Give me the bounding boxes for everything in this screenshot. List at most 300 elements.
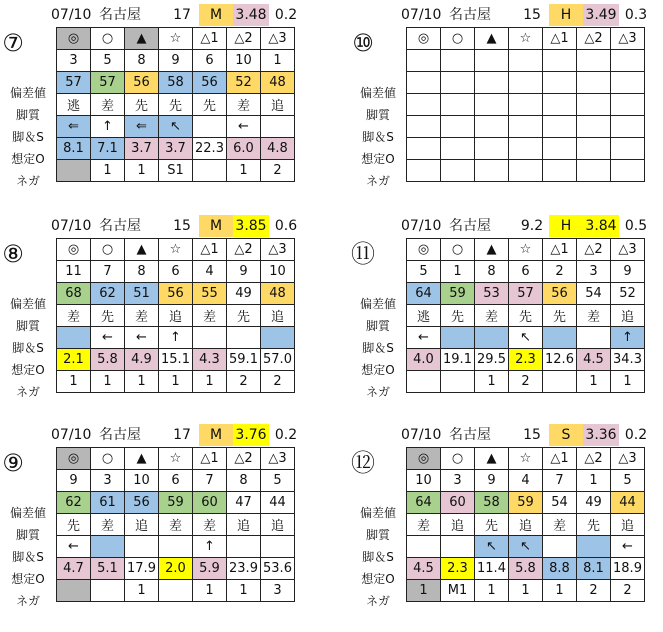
race-grid — [56, 27, 295, 182]
deviation-cell: 57 — [91, 72, 125, 94]
run-style-cell: 差 — [193, 514, 227, 536]
speed-cell: ← — [407, 327, 441, 349]
speed-cell — [125, 536, 159, 558]
mark-cell: △3 — [261, 239, 295, 261]
race-date: 07/10 — [401, 427, 442, 443]
run-style-cell: 差 — [91, 94, 125, 116]
deviation-cell: 48 — [261, 283, 295, 305]
deviation-cell — [475, 72, 509, 94]
speed-cell: ↖ — [509, 536, 543, 558]
run-style-cell: 追 — [611, 514, 645, 536]
venue-name: 名古屋 — [449, 218, 491, 234]
deviation-row — [407, 492, 645, 514]
horse-number-row — [57, 261, 295, 283]
race-number-badge: ⑨ — [2, 449, 24, 477]
odds-cell: 4.7 — [57, 558, 91, 580]
row-label: 想定O — [11, 572, 45, 586]
field-size: 17 — [173, 427, 191, 443]
deviation-row — [407, 283, 645, 305]
speed-cell: ↖ — [475, 536, 509, 558]
horse-number-cell: 5 — [91, 50, 125, 72]
run-style-cell: 逃 — [57, 94, 91, 116]
speed-cell: ↑ — [91, 116, 125, 138]
field-size: 15 — [173, 218, 191, 234]
odds-cell: 3.7 — [125, 138, 159, 160]
nega-cell: 1 — [125, 371, 159, 393]
speed-cell: ← — [125, 327, 159, 349]
mark-cell: ▲ — [475, 448, 509, 470]
odds-row — [57, 558, 295, 580]
deviation-cell: 62 — [91, 283, 125, 305]
horse-number-cell: 9 — [159, 50, 193, 72]
mark-cell: ○ — [441, 28, 475, 50]
horse-number-cell — [475, 50, 509, 72]
nega-cell — [577, 160, 611, 182]
mark-cell: ▲ — [125, 28, 159, 50]
horse-number-row — [407, 470, 645, 492]
deviation-cell: 52 — [611, 283, 645, 305]
mark-cell: △2 — [227, 448, 261, 470]
speed-cell — [475, 327, 509, 349]
deviation-cell: 62 — [57, 492, 91, 514]
run-style-cell: 差 — [475, 305, 509, 327]
deviation-cell: 47 — [227, 492, 261, 514]
race-header — [350, 4, 662, 26]
speed-cell — [441, 116, 475, 138]
horse-number-cell: 6 — [159, 261, 193, 283]
odds-cell — [543, 138, 577, 160]
mark-cell: ☆ — [159, 448, 193, 470]
row-label: ネガ — [365, 385, 390, 399]
row-label: ネガ — [15, 594, 40, 608]
deviation-cell: 56 — [159, 283, 193, 305]
odds-cell: 8.1 — [577, 558, 611, 580]
nega-cell — [57, 580, 91, 602]
speed-row — [407, 327, 645, 349]
horse-number-cell: 9 — [57, 470, 91, 492]
nega-cell: 1 — [227, 160, 261, 182]
mark-cell: ☆ — [509, 448, 543, 470]
race-panel — [0, 215, 312, 421]
run-style-cell: 差 — [227, 94, 261, 116]
mark-cell: ◎ — [57, 28, 91, 50]
speed-cell — [543, 327, 577, 349]
run-style-cell: 先 — [441, 305, 475, 327]
mark-cell: ☆ — [159, 28, 193, 50]
mark-cell: ▲ — [125, 448, 159, 470]
mark-cell: ○ — [91, 28, 125, 50]
mark-cell: △3 — [611, 239, 645, 261]
mark-cell: △2 — [577, 448, 611, 470]
mark-cell: △1 — [543, 28, 577, 50]
horse-number-cell: 10 — [227, 50, 261, 72]
index-diff: 0.3 — [624, 7, 648, 23]
mark-cell: ◎ — [407, 448, 441, 470]
run-style-cell: 差 — [407, 514, 441, 536]
mark-cell: △2 — [577, 239, 611, 261]
mark-cell: △1 — [543, 239, 577, 261]
speed-cell: ⇐ — [125, 116, 159, 138]
field-size: 15 — [523, 7, 541, 23]
nega-cell — [543, 160, 577, 182]
mark-cell: ▲ — [475, 28, 509, 50]
mark-cell: ▲ — [125, 239, 159, 261]
speed-cell — [543, 116, 577, 138]
horse-number-cell: 1 — [261, 50, 295, 72]
speed-cell — [261, 327, 295, 349]
deviation-cell: 55 — [193, 283, 227, 305]
nega-row — [57, 371, 295, 393]
race-date: 07/10 — [51, 7, 92, 23]
horse-number-cell: 10 — [407, 470, 441, 492]
run-style-cell: 先 — [577, 514, 611, 536]
odds-cell: 59.1 — [227, 349, 261, 371]
run-style-row — [407, 305, 645, 327]
horse-number-cell: 9 — [475, 470, 509, 492]
mark-cell: △3 — [611, 28, 645, 50]
race-index: 3.76 — [233, 424, 269, 446]
nega-cell: 2 — [227, 371, 261, 393]
mark-cell: ○ — [441, 239, 475, 261]
nega-row — [407, 160, 645, 182]
odds-cell: 2.3 — [441, 558, 475, 580]
run-style-cell: 先 — [193, 94, 227, 116]
row-label: 想定O — [361, 363, 395, 377]
horse-number-cell — [509, 50, 543, 72]
nega-cell — [57, 160, 91, 182]
run-style-cell: 追 — [261, 514, 295, 536]
race-panel — [350, 4, 662, 210]
row-label: 脚＆S — [362, 130, 394, 144]
deviation-cell: 44 — [261, 492, 295, 514]
odds-cell: 6.0 — [227, 138, 261, 160]
index-diff: 0.6 — [274, 218, 298, 234]
mark-cell: △2 — [227, 28, 261, 50]
race-date: 07/10 — [401, 218, 442, 234]
run-style-row — [407, 514, 645, 536]
race-panel — [0, 4, 312, 210]
horse-number-cell: 4 — [509, 470, 543, 492]
odds-cell: 22.3 — [193, 138, 227, 160]
row-label: 偏差値 — [359, 506, 396, 520]
horse-number-cell — [441, 50, 475, 72]
run-style-cell — [577, 94, 611, 116]
venue-name: 名古屋 — [99, 427, 141, 443]
row-label: ネガ — [365, 594, 390, 608]
speed-row — [407, 116, 645, 138]
venue-name: 名古屋 — [449, 427, 491, 443]
row-label: 偏差値 — [9, 506, 46, 520]
speed-cell — [227, 327, 261, 349]
race-number-badge: ⑪ — [351, 240, 375, 268]
row-label: 脚＆S — [362, 550, 394, 564]
horse-number-cell: 4 — [193, 261, 227, 283]
nega-cell: 1 — [125, 580, 159, 602]
nega-cell — [159, 580, 193, 602]
run-style-row — [57, 514, 295, 536]
deviation-cell — [543, 72, 577, 94]
speed-cell — [407, 116, 441, 138]
race-header — [0, 215, 312, 237]
odds-cell: 5.8 — [91, 349, 125, 371]
nega-cell: 2 — [611, 580, 645, 602]
speed-cell — [577, 536, 611, 558]
deviation-cell: 58 — [475, 492, 509, 514]
nega-cell: 1 — [407, 580, 441, 602]
race-date: 07/10 — [51, 218, 92, 234]
race-number-badge: ⑩ — [352, 29, 374, 57]
mark-row — [57, 239, 295, 261]
odds-row — [57, 138, 295, 160]
odds-cell — [509, 138, 543, 160]
run-style-cell: 差 — [125, 305, 159, 327]
race-index: 3.36 — [583, 424, 619, 446]
speed-cell — [261, 116, 295, 138]
race-grid — [406, 238, 645, 393]
race-grid — [406, 447, 645, 602]
speed-cell: ← — [611, 536, 645, 558]
nega-cell: S1 — [159, 160, 193, 182]
deviation-cell: 44 — [611, 492, 645, 514]
speed-row — [57, 116, 295, 138]
race-panel — [350, 215, 662, 421]
grade-badge: M — [199, 4, 233, 26]
mark-cell: ☆ — [509, 239, 543, 261]
speed-cell — [543, 536, 577, 558]
race-header — [0, 424, 312, 446]
odds-cell: 53.6 — [261, 558, 295, 580]
deviation-cell: 48 — [261, 72, 295, 94]
row-label: ネガ — [15, 174, 40, 188]
row-label: 脚質 — [365, 108, 390, 122]
mark-cell: △2 — [227, 239, 261, 261]
mark-row — [407, 28, 645, 50]
run-style-row — [57, 94, 295, 116]
index-diff: 0.5 — [624, 218, 648, 234]
deviation-cell: 60 — [441, 492, 475, 514]
race-header — [350, 215, 662, 237]
odds-cell: 11.4 — [475, 558, 509, 580]
field-size: 9.2 — [520, 218, 544, 234]
mark-cell: △1 — [543, 448, 577, 470]
run-style-cell: 先 — [57, 514, 91, 536]
mark-cell: △1 — [193, 448, 227, 470]
run-style-cell: 追 — [441, 514, 475, 536]
speed-cell: ⇐ — [57, 116, 91, 138]
nega-cell — [475, 160, 509, 182]
race-grid — [56, 447, 295, 602]
nega-cell: 1 — [193, 371, 227, 393]
mark-cell: ○ — [91, 448, 125, 470]
run-style-cell: 差 — [57, 305, 91, 327]
race-date: 07/10 — [51, 427, 92, 443]
horse-number-cell: 3 — [441, 470, 475, 492]
deviation-row — [407, 72, 645, 94]
odds-cell — [577, 138, 611, 160]
horse-number-cell: 3 — [91, 470, 125, 492]
mark-cell: △3 — [611, 448, 645, 470]
speed-row — [57, 536, 295, 558]
nega-cell: 1 — [159, 371, 193, 393]
speed-row — [57, 327, 295, 349]
row-label: 脚質 — [365, 528, 390, 542]
horse-number-cell: 10 — [261, 261, 295, 283]
mark-cell: ☆ — [159, 239, 193, 261]
odds-cell: 4.0 — [407, 349, 441, 371]
deviation-cell: 53 — [475, 283, 509, 305]
deviation-cell: 59 — [159, 492, 193, 514]
row-label: 脚＆S — [12, 550, 44, 564]
horse-number-cell: 6 — [193, 50, 227, 72]
odds-cell: 2.1 — [57, 349, 91, 371]
race-panel — [0, 424, 312, 630]
mark-row — [407, 239, 645, 261]
run-style-cell: 追 — [227, 514, 261, 536]
grade-badge: M — [199, 424, 233, 446]
horse-number-cell: 5 — [611, 470, 645, 492]
nega-cell: 1 — [193, 580, 227, 602]
horse-number-row — [57, 50, 295, 72]
horse-number-cell: 10 — [125, 470, 159, 492]
horse-number-cell: 1 — [441, 261, 475, 283]
horse-number-row — [407, 50, 645, 72]
nega-cell: 1 — [475, 580, 509, 602]
deviation-cell: 57 — [57, 72, 91, 94]
nega-cell: 2 — [577, 580, 611, 602]
nega-cell: 1 — [475, 371, 509, 393]
nega-cell: 2 — [261, 371, 295, 393]
row-label: 脚＆S — [362, 341, 394, 355]
horse-number-cell: 1 — [577, 470, 611, 492]
row-label: 脚質 — [365, 319, 390, 333]
speed-cell — [577, 116, 611, 138]
row-label: 偏差値 — [9, 297, 46, 311]
race-grid — [406, 27, 645, 182]
speed-cell: ↑ — [193, 536, 227, 558]
nega-row — [407, 371, 645, 393]
speed-cell — [611, 116, 645, 138]
speed-cell: ↑ — [611, 327, 645, 349]
odds-cell: 4.5 — [577, 349, 611, 371]
mark-cell: ▲ — [475, 239, 509, 261]
odds-cell: 5.8 — [509, 558, 543, 580]
nega-row — [57, 580, 295, 602]
speed-cell — [441, 536, 475, 558]
nega-cell: 1 — [543, 580, 577, 602]
speed-cell: ← — [227, 116, 261, 138]
deviation-cell — [509, 72, 543, 94]
odds-cell: 7.1 — [91, 138, 125, 160]
horse-number-row — [407, 261, 645, 283]
row-label: 偏差値 — [359, 86, 396, 100]
race-index: 3.48 — [233, 4, 269, 26]
odds-cell: 4.9 — [125, 349, 159, 371]
nega-cell: 1 — [91, 371, 125, 393]
speed-cell — [407, 536, 441, 558]
deviation-cell: 60 — [193, 492, 227, 514]
deviation-cell: 56 — [125, 72, 159, 94]
odds-cell: 5.1 — [91, 558, 125, 580]
deviation-cell: 68 — [57, 283, 91, 305]
mark-row — [407, 448, 645, 470]
nega-cell — [611, 160, 645, 182]
speed-cell — [91, 536, 125, 558]
deviation-cell — [407, 72, 441, 94]
speed-cell: ↖ — [509, 327, 543, 349]
race-date: 07/10 — [401, 7, 442, 23]
speed-cell — [261, 536, 295, 558]
horse-number-cell: 11 — [57, 261, 91, 283]
row-label: 脚質 — [15, 108, 40, 122]
speed-cell — [441, 327, 475, 349]
venue-name: 名古屋 — [99, 7, 141, 23]
row-label: 想定O — [11, 363, 45, 377]
horse-number-cell: 8 — [125, 261, 159, 283]
deviation-cell: 49 — [577, 492, 611, 514]
odds-cell: 57.0 — [261, 349, 295, 371]
odds-cell: 8.8 — [543, 558, 577, 580]
odds-row — [407, 349, 645, 371]
mark-row — [57, 448, 295, 470]
deviation-cell: 58 — [159, 72, 193, 94]
odds-row — [407, 558, 645, 580]
run-style-cell: 追 — [261, 94, 295, 116]
run-style-cell: 追 — [159, 305, 193, 327]
run-style-cell: 先 — [125, 94, 159, 116]
deviation-row — [57, 283, 295, 305]
deviation-cell: 64 — [407, 492, 441, 514]
run-style-cell: 逃 — [407, 305, 441, 327]
run-style-cell — [509, 94, 543, 116]
horse-number-cell: 5 — [261, 470, 295, 492]
run-style-cell: 差 — [91, 514, 125, 536]
deviation-cell: 61 — [91, 492, 125, 514]
deviation-cell: 56 — [125, 492, 159, 514]
nega-cell — [407, 160, 441, 182]
speed-cell — [577, 327, 611, 349]
deviation-cell: 57 — [509, 283, 543, 305]
run-style-cell: 差 — [543, 514, 577, 536]
horse-number-cell: 7 — [193, 470, 227, 492]
index-diff: 0.2 — [274, 7, 298, 23]
deviation-cell: 54 — [543, 492, 577, 514]
nega-cell: 1 — [91, 160, 125, 182]
row-label: 想定O — [11, 152, 45, 166]
mark-cell: ◎ — [407, 239, 441, 261]
nega-cell: 1 — [577, 371, 611, 393]
horse-number-cell: 9 — [611, 261, 645, 283]
index-diff: 0.2 — [624, 427, 648, 443]
mark-cell: ○ — [91, 239, 125, 261]
row-label: 想定O — [361, 572, 395, 586]
run-style-row — [57, 305, 295, 327]
row-label: ネガ — [365, 174, 390, 188]
speed-cell — [193, 327, 227, 349]
nega-cell — [441, 371, 475, 393]
horse-number-cell: 9 — [227, 261, 261, 283]
row-label: 脚＆S — [12, 341, 44, 355]
speed-cell: ← — [57, 536, 91, 558]
horse-number-cell: 8 — [227, 470, 261, 492]
speed-cell: ← — [91, 327, 125, 349]
mark-cell: ○ — [441, 448, 475, 470]
nega-row — [407, 580, 645, 602]
deviation-row — [57, 492, 295, 514]
horse-number-row — [57, 470, 295, 492]
grade-badge: H — [549, 4, 583, 26]
nega-cell: 2 — [261, 160, 295, 182]
deviation-cell: 51 — [125, 283, 159, 305]
